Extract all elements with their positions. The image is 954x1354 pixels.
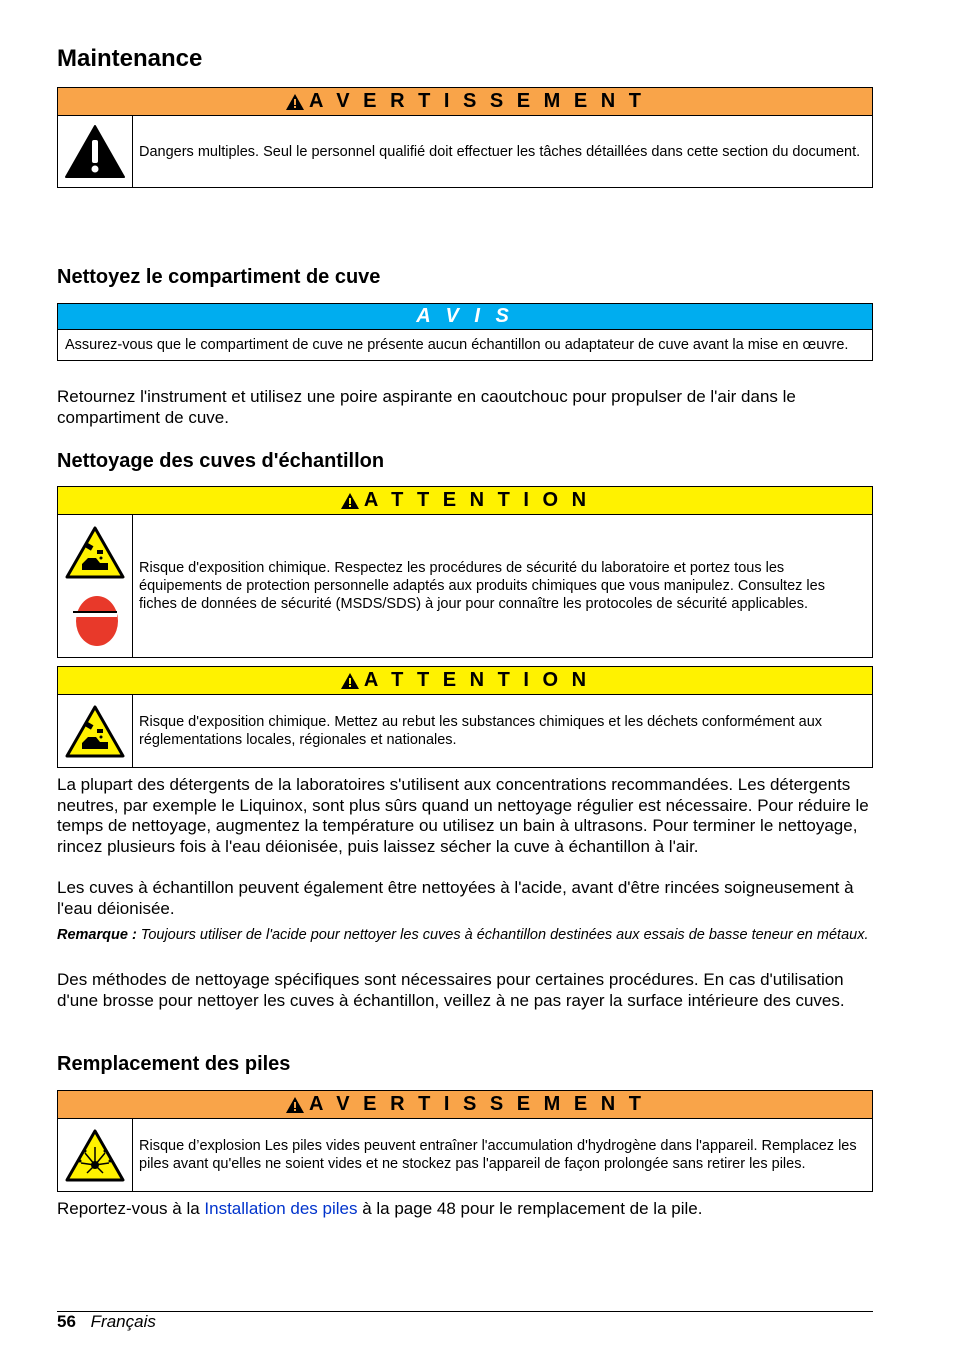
icon-cell [58,695,133,767]
footer-divider [57,1311,873,1312]
icon-cell [58,515,133,657]
page-title: Maintenance [57,45,203,72]
warning-text: Dangers multiples. Seul le personnel qualifié doit effectuer les tâches détaillées dans cette section du document. [139,143,861,160]
page-number: 56 [57,1312,76,1331]
warning-text: Risque d’explosion Les piles vides peuvent entraîner l'accumulation d'hydrogène dans l'appareil. Remplacez les piles avant qu'elles ne soient vides et ne stockez pas l'appareil de façon prolongée sans retirer les piles. [139,1138,857,1172]
caution-header: A T T E N T I O N [58,667,872,695]
caution-header: A T T E N T I O N [58,487,872,515]
section-heading-replace-batteries: Remplacement des piles [57,1053,291,1075]
warning-triangle-icon [285,1096,305,1114]
footer-language: Français [90,1312,156,1331]
body-paragraph: Des méthodes de nettoyage spécifiques sont nécessaires pour certaines procédures. En cas d'utilisation d'une brosse pour nettoyer les cuves à échantillon, veillez à ne pas rayer la surface intérieure des cuves. [57,970,845,1010]
footer [57,1312,156,1332]
warning-header: A V E R T I S S E M E N T [58,1091,872,1119]
note-text: Toujours utiliser de l'acide pour nettoyer les cuves à échantillon destinées aux essais de basse teneur en métaux. [136,927,869,943]
caution-text: Risque d'exposition chimique. Respectez les procédures de sécurité du laboratoire et portez tous les équipements de protection personnelle adaptés aux produits chimiques que vous manipulez. Consultez les fiches de données de sécurité (MSDS/SDS) à jour pour connaître les protocoles de sécurité applicables. [139,560,825,612]
safety-glasses-icon [71,589,119,647]
reference-paragraph: Reportez-vous à la Installation des piles à la page 48 pour le remplacement de la pile. [57,1199,703,1218]
warning-header: A V E R T I S S E M E N T [58,88,872,116]
note-label: Remarque : [57,927,137,943]
warning-triangle-icon [340,492,360,510]
caution-box-chemical-disposal [57,666,873,768]
notice-text: Assurez-vous que le compartiment de cuve ne présente aucun échantillon ou adaptateur de cuve avant la mise en œuvre. [65,337,849,353]
body-paragraph: Les cuves à échantillon peuvent également être nettoyées à l'acide, avant d'être rincées soigneusement à l'eau déionisée. [57,878,854,918]
notice-box [57,303,873,361]
chemical-hazard-icon [65,526,125,579]
warning-triangle-icon [285,93,305,111]
notice-header: A V I S [58,304,872,330]
warning-box-explosion [57,1090,873,1192]
section-heading-clean-compartment: Nettoyez le compartiment de cuve [57,266,381,288]
installation-link[interactable]: Installation des piles [204,1199,358,1218]
icon-cell [58,116,133,187]
caution-text: Risque d'exposition chimique. Mettez au rebut les substances chimiques et les déchets conformément aux réglementations locales, régionales et nationales. [139,714,823,748]
icon-cell [58,1119,133,1191]
note [57,926,873,944]
chemical-hazard-icon [65,705,125,758]
caution-box-chemical-ppe [57,486,873,658]
body-paragraph: La plupart des détergents de la laboratoires s'utilisent aux concentrations recommandées. Les détergents neutres, par exemple le Liquinox, sont plus sûrs quand un nettoyage régulier est nécessaire. Pour réduire le temps de nettoyage, augmentez la température ou utilisez un bain à ultrasons. Pour terminer le nettoyage, rincez plusieurs fois à l'eau déionisée, puis laissez sécher la cuve à échantillon à l'air. [57,775,869,856]
warning-triangle-icon [340,672,360,690]
body-paragraph: Retournez l'instrument et utilisez une poire aspirante en caoutchouc pour propulser de l'air dans le compartiment de cuve. [57,387,796,427]
section-heading-clean-cells: Nettoyage des cuves d'échantillon [57,450,385,472]
warning-box-general [57,87,873,188]
explosion-hazard-icon [65,1129,125,1182]
general-warning-icon [64,124,126,179]
